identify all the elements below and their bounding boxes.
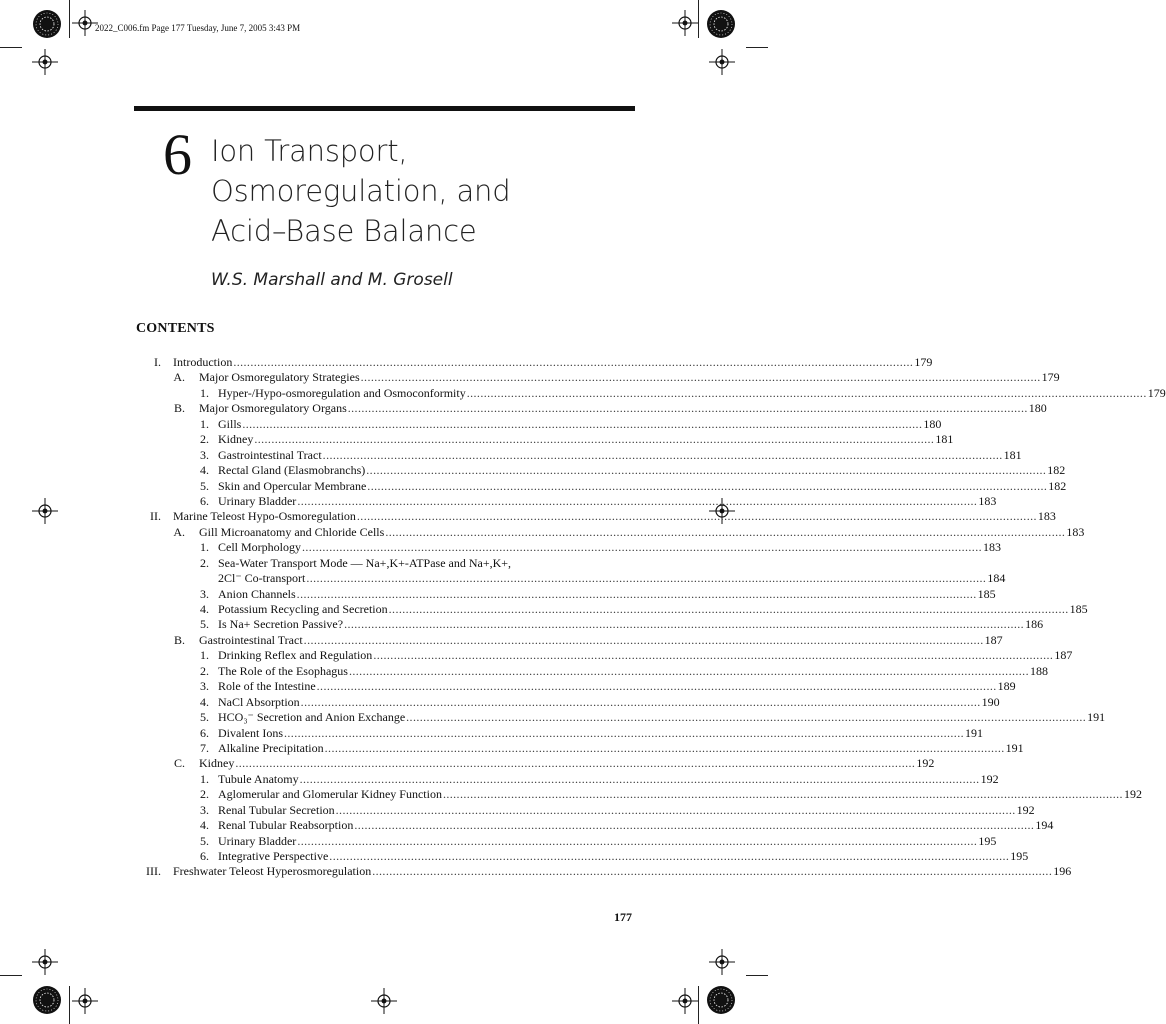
- toc-entry: [0, 663, 1048, 679]
- toc-entry-number: 1.: [200, 385, 209, 400]
- toc-leader-dots: ........................................................................................................................................................................................................: [303, 632, 984, 647]
- toc-entry-number: B.: [173, 632, 185, 647]
- toc-entry: [0, 370, 1060, 385]
- toc-leader-dots: ........................................................................................................................................................................................................: [335, 802, 1016, 817]
- toc-entry-page: 192: [1123, 787, 1142, 802]
- toc-entry-page: 189: [997, 679, 1016, 694]
- toc-leader-dots: ........................................................................................................................................................................................................: [284, 725, 964, 740]
- chapter-title-line: Ion Transport,: [211, 134, 408, 168]
- toc-leader-dots: ........................................................................................................................................................................................................: [322, 447, 1003, 462]
- toc-entry-number: 2.: [200, 432, 209, 447]
- toc-entry-page: 183: [983, 540, 1001, 555]
- toc-entry-page: 187: [984, 632, 1003, 647]
- toc-entry-number: A.: [173, 370, 185, 385]
- registration-mark-icon: [672, 10, 698, 36]
- toc-entry-title: Kidney: [199, 756, 235, 771]
- toc-entry-number: B.: [173, 401, 185, 416]
- toc-leader-dots: ........................................................................................................................................................................................................: [300, 694, 981, 709]
- toc-leader-dots: ........................................................................................................................................................................................................: [347, 401, 1028, 416]
- toc-leader-dots: ........................................................................................................................................................................................................: [344, 617, 1025, 632]
- registration-mark-icon: [32, 949, 58, 975]
- toc-entry-number: III.: [146, 864, 161, 879]
- toc-entry-page: 181: [935, 432, 954, 447]
- crop-line-bottom-right-h: [746, 975, 768, 976]
- toc-entry-page: 183: [1066, 524, 1085, 539]
- corner-target-icon: [33, 986, 61, 1014]
- corner-target-icon: [707, 986, 735, 1014]
- toc-entry-title: Major Osmoregulatory Strategies: [199, 370, 360, 385]
- toc-entry-title: 2Cl⁻ Co-transport: [218, 571, 306, 586]
- toc-entry: [0, 818, 1054, 833]
- toc-entry: [0, 524, 1085, 540]
- toc-entry-page: 179: [1147, 385, 1166, 400]
- toc-entry-page: 180: [923, 416, 942, 431]
- corner-target-icon: [33, 10, 61, 38]
- toc-entry-page: 185: [977, 586, 996, 601]
- toc-entry-number: 1.: [200, 416, 209, 431]
- crop-line-top-right-h: [746, 47, 768, 48]
- toc-entry-page: 191: [1005, 740, 1024, 755]
- toc-entry-title: Role of the Intestine: [218, 679, 316, 694]
- toc-entry-page: 185: [1069, 602, 1088, 616]
- registration-mark-icon: [72, 988, 98, 1014]
- contents-heading: CONTENTS: [136, 321, 215, 336]
- page-number: 177: [614, 910, 632, 924]
- toc-leader-dots: ........................................................................................................................................................................................................: [372, 864, 1053, 879]
- toc-entry: [0, 556, 768, 571]
- toc-entry-title: Sea-Water Transport Mode — Na+,K+-ATPase and Na+,K+,: [218, 555, 512, 570]
- toc-entry: [0, 740, 1024, 756]
- crop-line-top-left-v: [69, 0, 70, 38]
- toc-entry-title: Kidney: [218, 432, 254, 447]
- toc-entry-title: Gastrointestinal Tract: [218, 447, 322, 462]
- toc-entry-title: Alkaline Precipitation: [218, 740, 324, 755]
- toc-entry: [0, 833, 997, 849]
- toc-leader-dots: ........................................................................................................................................................................................................: [348, 663, 1029, 678]
- toc-entry: [0, 771, 999, 787]
- toc-leader-dots: ........................................................................................................................................................................................................: [367, 478, 1048, 493]
- toc-entry-number: 5.: [200, 617, 209, 632]
- toc-leader-dots: ........................................................................................................................................................................................................: [233, 355, 914, 369]
- toc-entry-number: 1.: [200, 540, 209, 555]
- toc-entry: [0, 787, 1142, 802]
- toc-entry-number: 4.: [200, 463, 209, 478]
- registration-mark-icon: [709, 949, 735, 975]
- chapter-title: [211, 131, 631, 251]
- toc-entry-title: Cell Morphology: [218, 540, 301, 555]
- toc-leader-dots: ........................................................................................................................................................................................................: [388, 602, 1069, 616]
- toc-entry-page: 191: [1087, 710, 1106, 725]
- chapter-authors: W.S. Marshall and M. Grosell: [211, 270, 453, 290]
- toc-entry-title: Is Na+ Secretion Passive?: [218, 617, 344, 632]
- toc-entry-number: 3.: [200, 802, 209, 817]
- toc-leader-dots: ........................................................................................................................................................................................................: [242, 416, 923, 431]
- toc-entry-title: Urinary Bladder: [218, 833, 297, 848]
- toc-entry-number: 5.: [200, 710, 209, 725]
- toc-entry: [0, 416, 942, 432]
- crop-line-bottom-left-v: [69, 986, 70, 1024]
- toc-entry: [0, 401, 1047, 416]
- toc-leader-dots: ........................................................................................................................................................................................................: [235, 756, 916, 771]
- toc-leader-dots: ........................................................................................................................................................................................................: [442, 787, 1123, 802]
- toc-leader-dots: ........................................................................................................................................................................................................: [302, 540, 982, 555]
- toc-entry: [0, 432, 954, 447]
- toc-entry-page: 192: [980, 771, 999, 786]
- toc-leader-dots: ........................................................................................................................................................................................................: [297, 833, 978, 848]
- toc-entry-title: The Role of the Esophagus: [218, 663, 348, 678]
- toc-entry-number: 4.: [200, 818, 209, 833]
- chapter-title-line: Acid–Base Balance: [211, 214, 477, 248]
- crop-line-bottom-right-v: [698, 986, 699, 1024]
- toc-entry-page: 195: [1010, 849, 1029, 863]
- toc-entry-page: 194: [1035, 818, 1054, 833]
- toc-entry-page: 195: [978, 833, 997, 848]
- toc-leader-dots: ........................................................................................................................................................................................................: [316, 679, 997, 694]
- toc-entry: [0, 463, 1066, 478]
- toc-entry-page: 192: [1016, 802, 1035, 817]
- registration-mark-icon: [709, 49, 735, 75]
- toc-entry-title: Gill Microanatomy and Chloride Cells: [199, 524, 385, 539]
- toc-entry: [0, 725, 983, 741]
- file-info-header: 2022_C006.fm Page 177 Tuesday, June 7, 2005 3:43 PM: [95, 23, 301, 33]
- toc-entry-number: A.: [173, 524, 185, 539]
- corner-target-icon: [707, 10, 735, 38]
- toc-entry-page: 179: [914, 355, 933, 369]
- toc-entry-page: 186: [1025, 617, 1044, 632]
- toc-entry-number: C.: [173, 756, 185, 771]
- toc-entry-title: Aglomerular and Glomerular Kidney Function: [218, 787, 442, 802]
- toc-entry-title: Gills: [218, 416, 242, 431]
- chapter-top-rule: [134, 106, 635, 111]
- toc-entry-title: Divalent Ions: [218, 725, 283, 740]
- toc-entry-number: II.: [150, 509, 161, 524]
- toc-entry-number: 3.: [200, 586, 209, 601]
- toc-entry-number: 6.: [200, 849, 209, 863]
- toc-entry-number: I.: [154, 355, 161, 369]
- toc-entry: [0, 385, 1166, 401]
- toc-entry-title: Freshwater Teleost Hyperosmoregulation: [173, 864, 372, 879]
- toc-entry: [0, 648, 1073, 663]
- toc-entry-title: Hyper-/Hypo-osmoregulation and Osmoconformity: [218, 385, 466, 400]
- toc-entry-title: Drinking Reflex and Regulation: [218, 648, 373, 663]
- toc-entry: [0, 679, 1016, 694]
- toc-entry-number: 7.: [200, 740, 209, 755]
- crop-line-top-left-h: [0, 47, 22, 48]
- toc-entry: [0, 602, 1088, 617]
- toc-entry-page: 187: [1054, 648, 1073, 663]
- toc-leader-dots: ........................................................................................................................................................................................................: [254, 432, 935, 447]
- crop-line-top-right-v: [698, 0, 699, 38]
- toc-entry-title: Skin and Opercular Membrane: [218, 478, 367, 493]
- toc-entry-number: 2.: [200, 787, 209, 802]
- toc-leader-dots: ........................................................................................................................................................................................................: [360, 370, 1041, 385]
- toc-leader-dots: ........................................................................................................................................................................................................: [306, 571, 987, 586]
- toc-entry-title: Potassium Recycling and Secretion: [218, 602, 388, 616]
- toc-entry-title: Renal Tubular Secretion: [218, 802, 335, 817]
- toc-entry-number: 4.: [200, 602, 209, 616]
- toc-entry-page: 182: [1047, 463, 1066, 478]
- toc-leader-dots: ........................................................................................................................................................................................................: [299, 771, 980, 786]
- table-of-contents: [0, 355, 1166, 880]
- toc-entry: [0, 694, 1000, 710]
- toc-entry: [0, 571, 1006, 586]
- toc-entry-title: NaCl Absorption: [218, 694, 300, 709]
- toc-entry-number: 6.: [200, 493, 209, 508]
- toc-entry-title: Introduction: [173, 355, 233, 369]
- toc-leader-dots: ........................................................................................................................................................................................................: [466, 385, 1147, 400]
- toc-entry-number: 3.: [200, 447, 209, 462]
- toc-entry-number: 6.: [200, 725, 209, 740]
- toc-entry-title: Integrative Perspective: [218, 849, 329, 863]
- toc-entry-number: 3.: [200, 679, 209, 694]
- toc-entry-page: 183: [978, 493, 997, 508]
- toc-entry-title: Renal Tubular Reabsorption: [218, 818, 354, 833]
- toc-entry-page: 180: [1028, 401, 1047, 416]
- toc-leader-dots: ........................................................................................................................................................................................................: [297, 493, 978, 508]
- toc-entry: [0, 355, 933, 370]
- toc-entry: [0, 632, 1003, 648]
- registration-mark-icon: [32, 49, 58, 75]
- toc-entry: [0, 447, 1022, 463]
- registration-mark-icon: [371, 988, 397, 1014]
- toc-leader-dots: ........................................................................................................................................................................................................: [356, 509, 1037, 524]
- toc-entry-number: 4.: [200, 694, 209, 709]
- toc-entry-title: HCO₃⁻ Secretion and Anion Exchange: [218, 710, 406, 725]
- toc-entry-page: 182: [1048, 478, 1067, 493]
- toc-entry-page: 188: [1029, 663, 1048, 678]
- toc-entry-title: Rectal Gland (Elasmobranchs): [218, 463, 366, 478]
- toc-leader-dots: ........................................................................................................................................................................................................: [373, 648, 1054, 663]
- toc-leader-dots: ........................................................................................................................................................................................................: [366, 463, 1047, 478]
- toc-entry: [0, 617, 1044, 632]
- toc-entry-page: 191: [965, 725, 983, 740]
- toc-entry-number: 1.: [200, 771, 209, 786]
- toc-entry: [0, 802, 1035, 818]
- toc-entry-page: 184: [987, 571, 1006, 586]
- toc-leader-dots: ........................................................................................................................................................................................................: [385, 524, 1066, 539]
- toc-entry: [0, 540, 1001, 555]
- crop-line-bottom-left-h: [0, 975, 22, 976]
- toc-leader-dots: ........................................................................................................................................................................................................: [406, 710, 1087, 725]
- toc-entry-number: 2.: [200, 555, 209, 570]
- toc-entry-title: Anion Channels: [218, 586, 296, 601]
- toc-entry: [0, 710, 1106, 725]
- registration-mark-icon: [672, 988, 698, 1014]
- toc-entry-number: 1.: [200, 648, 209, 663]
- toc-entry: [0, 849, 1029, 864]
- toc-leader-dots: ........................................................................................................................................................................................................: [329, 849, 1010, 863]
- toc-entry: [0, 864, 1072, 879]
- toc-leader-dots: ........................................................................................................................................................................................................: [296, 586, 977, 601]
- toc-entry-title: Major Osmoregulatory Organs: [199, 401, 347, 416]
- toc-entry-page: 190: [981, 694, 1000, 709]
- toc-entry-page: 192: [916, 756, 935, 771]
- toc-entry-number: 5.: [200, 478, 209, 493]
- toc-entry-page: 196: [1053, 864, 1072, 879]
- toc-entry: [0, 493, 997, 509]
- chapter-number: 6: [163, 122, 192, 187]
- toc-entry: [0, 478, 1067, 494]
- toc-entry-page: 183: [1037, 509, 1056, 524]
- toc-leader-dots: ........................................................................................................................................................................................................: [324, 740, 1005, 755]
- toc-entry-page: 181: [1003, 447, 1022, 462]
- toc-entry-title: Tubule Anatomy: [218, 771, 299, 786]
- toc-entry: [0, 756, 935, 771]
- toc-entry-page: 179: [1041, 370, 1060, 385]
- toc-entry-number: 5.: [200, 833, 209, 848]
- chapter-title-line: Osmoregulation, and: [211, 174, 511, 208]
- toc-entry-title: Gastrointestinal Tract: [199, 632, 303, 647]
- toc-entry: [0, 509, 1056, 524]
- toc-entry-title: Marine Teleost Hypo-Osmoregulation: [173, 509, 356, 524]
- toc-entry-number: 2.: [200, 663, 209, 678]
- toc-entry: [0, 586, 996, 602]
- toc-leader-dots: ........................................................................................................................................................................................................: [354, 818, 1035, 833]
- toc-entry-title: Urinary Bladder: [218, 493, 297, 508]
